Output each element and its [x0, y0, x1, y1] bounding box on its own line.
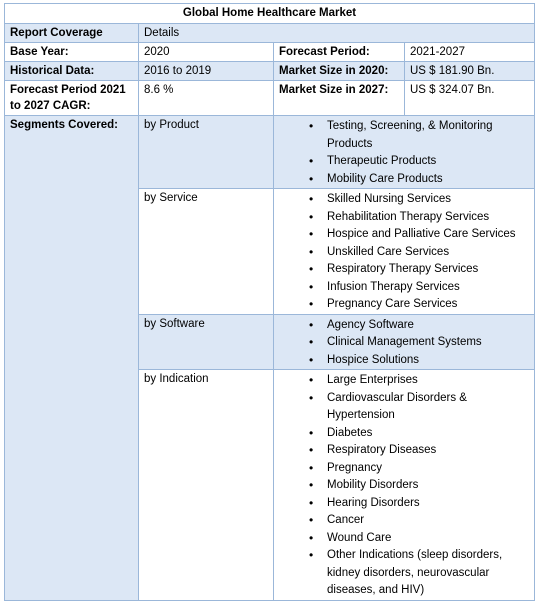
- table-row: [5, 62, 535, 81]
- cagr-value: 8.6 %: [139, 81, 274, 116]
- segment-row-product: [5, 116, 535, 189]
- base-year-value: 2020: [139, 43, 274, 62]
- segment-list-service: [274, 189, 535, 315]
- historical-data-label: Historical Data:: [5, 62, 139, 81]
- segment-list-software: [274, 314, 535, 370]
- list-item: • Large Enterprises: [327, 372, 529, 390]
- segment-name-software: by Software: [139, 314, 274, 370]
- market-size-2020-label: Market Size in 2020:: [274, 62, 405, 81]
- list-item: • Pregnancy Care Services: [327, 296, 529, 314]
- list-item: • Respiratory Diseases: [327, 442, 529, 460]
- list-item: • Agency Software: [327, 317, 529, 335]
- list-item: • Rehabilitation Therapy Services: [327, 209, 529, 227]
- segment-name-indication: by Indication: [139, 370, 274, 601]
- market-size-2027-label: Market Size in 2027:: [274, 81, 405, 116]
- list-item: • Mobility Disorders: [327, 477, 529, 495]
- list-item: • Hospice Solutions: [327, 352, 529, 370]
- base-year-label: Base Year:: [5, 43, 139, 62]
- list-item: • Respiratory Therapy Services: [327, 261, 529, 279]
- bullet-list: [279, 372, 529, 600]
- title-row: [5, 4, 535, 24]
- list-item: • Mobility Care Products: [327, 171, 529, 189]
- list-item: • Cardiovascular Disorders & Hypertension: [327, 390, 529, 425]
- bullet-list: [279, 118, 529, 188]
- list-item: • Infusion Therapy Services: [327, 279, 529, 297]
- table-title: Global Home Healthcare Market: [5, 4, 535, 24]
- market-size-2020-value: US $ 181.90 Bn.: [405, 62, 535, 81]
- report-coverage-table-wrapper: [4, 3, 534, 601]
- segment-name-service: by Service: [139, 189, 274, 315]
- table-row: [5, 43, 535, 62]
- segment-list-indication: [274, 370, 535, 601]
- list-item: • Hearing Disorders: [327, 495, 529, 513]
- report-coverage-table: [4, 3, 535, 601]
- table-row: [5, 81, 535, 116]
- list-item: • Skilled Nursing Services: [327, 191, 529, 209]
- historical-data-value: 2016 to 2019: [139, 62, 274, 81]
- header-row: [5, 24, 535, 43]
- forecast-period-label: Forecast Period:: [274, 43, 405, 62]
- list-item: • Unskilled Care Services: [327, 244, 529, 262]
- forecast-period-value: 2021-2027: [405, 43, 535, 62]
- segments-covered-label: Segments Covered:: [5, 116, 139, 601]
- segment-list-product: [274, 116, 535, 189]
- header-details: Details: [139, 24, 535, 43]
- header-report-coverage: Report Coverage: [5, 24, 139, 43]
- bullet-list: [279, 317, 529, 370]
- list-item: • Testing, Screening, & Monitoring Products: [327, 118, 529, 153]
- list-item: • Other Indications (sleep disorders, kidney disorders, neurovascular diseases, and HIV): [327, 547, 529, 600]
- segment-name-product: by Product: [139, 116, 274, 189]
- list-item: • Diabetes: [327, 425, 529, 443]
- list-item: • Hospice and Palliative Care Services: [327, 226, 529, 244]
- list-item: • Clinical Management Systems: [327, 334, 529, 352]
- list-item: • Cancer: [327, 512, 529, 530]
- list-item: • Wound Care: [327, 530, 529, 548]
- list-item: • Pregnancy: [327, 460, 529, 478]
- bullet-list: [279, 191, 529, 314]
- market-size-2027-value: US $ 324.07 Bn.: [405, 81, 535, 116]
- list-item: • Therapeutic Products: [327, 153, 529, 171]
- cagr-label: Forecast Period 2021 to 2027 CAGR:: [5, 81, 139, 116]
